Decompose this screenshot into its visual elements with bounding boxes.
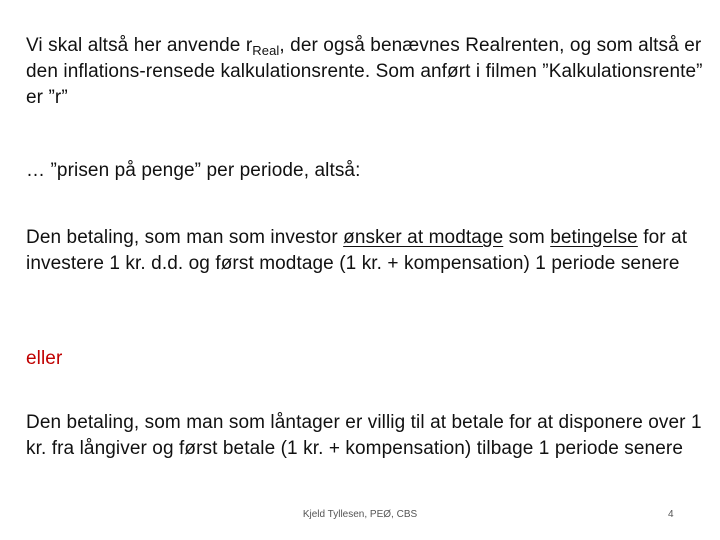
- page-number: 4: [668, 509, 674, 520]
- paragraph-investor-text-a: Den betaling, som man som investor: [26, 227, 344, 248]
- paragraph-investor-text-c: for at investere 1 kr. d.d. og først modtage (1 kr. + kompensation) 1 periode senere: [26, 227, 688, 274]
- paragraph-investor: [26, 225, 716, 277]
- footer-author: Kjeld Tyllesen, PEØ, CBS: [302, 509, 418, 520]
- paragraph-price-of-money: … ”prisen på penge” per periode, altså:: [26, 160, 361, 181]
- or-label: eller: [26, 348, 63, 369]
- paragraph-borrower: Den betaling, som man som låntager er villig til at betale for at disponere over 1 kr. fra långiver og først betale (1 kr. + kompensation) tilbage 1 periode senere: [26, 412, 702, 459]
- paragraph-real-rate-text-a: Vi skal altså her anvende r: [26, 35, 253, 56]
- paragraph-investor-text-b: som: [503, 227, 551, 248]
- underlined-phrase-want-to-receive: ønsker at modtage: [343, 227, 504, 248]
- paragraph-real-rate-text-b: , der også benævnes Realrenten, og som altså er den inflations-rensede kalkulationsrente. Som anført i filmen ”Kalkulationsrente” er ”r”: [26, 35, 703, 108]
- subscript-real: Real: [252, 43, 280, 58]
- paragraph-real-rate: [26, 33, 716, 111]
- underlined-word-condition: betingelse: [550, 227, 638, 248]
